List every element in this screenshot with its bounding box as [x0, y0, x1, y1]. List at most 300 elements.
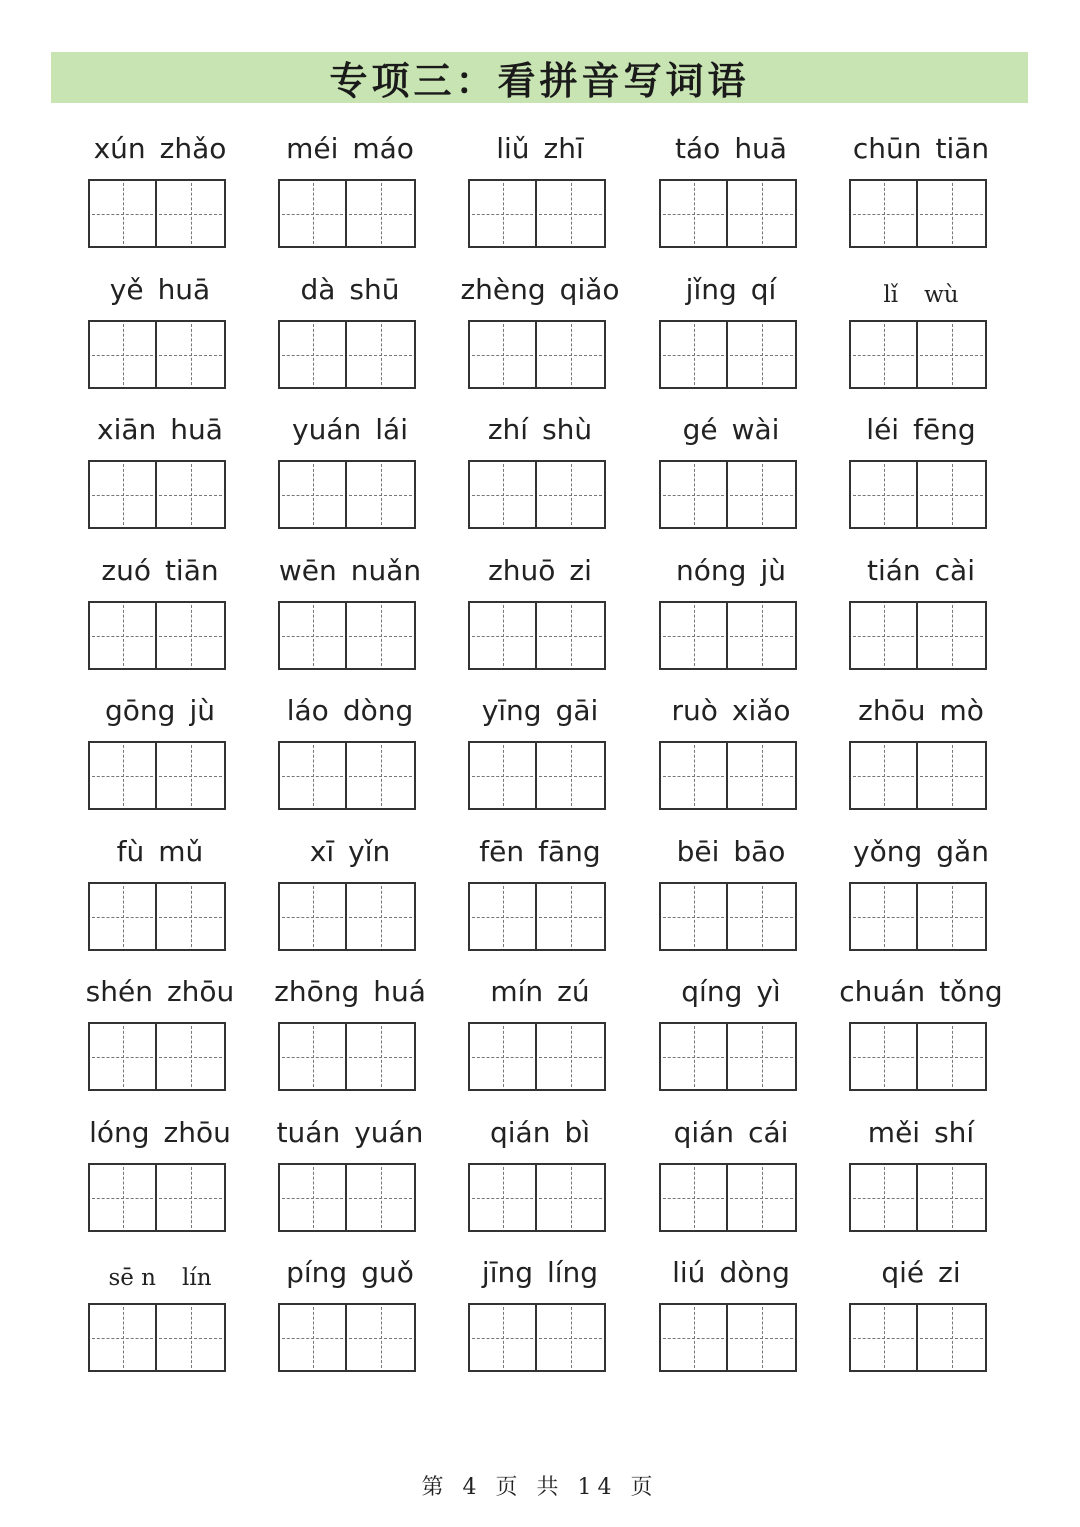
pinyin-syllable: léi — [866, 412, 900, 446]
writing-boxes — [659, 460, 797, 529]
pinyin-syllable: tuán — [276, 1115, 341, 1149]
tianzige-cell[interactable] — [728, 601, 797, 670]
tianzige-cell[interactable] — [728, 882, 797, 951]
writing-boxes — [659, 741, 797, 810]
tianzige-cell[interactable] — [659, 601, 728, 670]
pinyin-syllable: qián — [673, 1115, 735, 1149]
word-item — [65, 409, 255, 529]
pinyin-label — [826, 690, 1016, 730]
writing-boxes — [88, 741, 226, 810]
writing-boxes — [849, 320, 987, 389]
word-item — [65, 128, 255, 248]
tianzige-cell[interactable] — [278, 320, 347, 389]
tianzige-cell[interactable] — [728, 320, 797, 389]
pinyin-syllable: fāng — [538, 834, 601, 868]
pinyin-label — [445, 1112, 635, 1152]
pinyin-syllable: dà — [300, 272, 336, 306]
pinyin-syllable: qián — [489, 1115, 551, 1149]
pinyin-syllable: píng — [286, 1255, 348, 1289]
tianzige-cell[interactable] — [88, 601, 157, 670]
pinyin-syllable: fēn — [479, 834, 525, 868]
pinyin-syllable: huā — [734, 131, 787, 165]
tianzige-cell[interactable] — [278, 1022, 347, 1091]
pinyin-label — [636, 1112, 826, 1152]
tianzige-cell[interactable] — [278, 741, 347, 810]
tianzige-cell[interactable] — [347, 460, 416, 529]
tianzige-cell[interactable] — [88, 179, 157, 248]
tianzige-cell[interactable] — [537, 741, 606, 810]
pinyin-syllable: zhōu — [166, 974, 235, 1008]
tianzige-cell[interactable] — [157, 601, 226, 670]
tianzige-cell[interactable] — [728, 1022, 797, 1091]
pinyin-label — [445, 128, 635, 168]
pinyin-syllable: nuǎn — [350, 553, 422, 587]
pinyin-syllable: shén — [85, 974, 153, 1008]
writing-boxes — [849, 601, 987, 670]
writing-boxes — [278, 460, 416, 529]
tianzige-cell[interactable] — [278, 882, 347, 951]
word-item — [445, 550, 635, 670]
pinyin-syllable: tiān — [164, 553, 219, 587]
writing-boxes — [659, 320, 797, 389]
tianzige-cell[interactable] — [88, 1303, 157, 1372]
tianzige-cell[interactable] — [918, 1303, 987, 1372]
tianzige-cell[interactable] — [849, 320, 918, 389]
word-item — [255, 409, 445, 529]
pinyin-label — [445, 690, 635, 730]
writing-boxes — [659, 1163, 797, 1232]
pinyin-syllable: gāi — [555, 693, 599, 727]
pinyin-syllable: mǔ — [158, 834, 204, 868]
word-item — [636, 550, 826, 670]
tianzige-cell[interactable] — [849, 1163, 918, 1232]
pinyin-syllable: wù — [924, 282, 959, 308]
pinyin-syllable: qiǎo — [559, 272, 620, 306]
pinyin-label — [636, 1252, 826, 1292]
writing-boxes — [659, 179, 797, 248]
tianzige-cell[interactable] — [347, 1163, 416, 1232]
writing-boxes — [468, 882, 606, 951]
tianzige-cell[interactable] — [537, 1022, 606, 1091]
tianzige-cell[interactable] — [849, 882, 918, 951]
tianzige-cell[interactable] — [918, 1022, 987, 1091]
page-title: 专项三：看拼音写词语 — [329, 58, 750, 103]
tianzige-cell[interactable] — [468, 320, 537, 389]
tianzige-cell[interactable] — [347, 1303, 416, 1372]
pinyin-syllable: bì — [564, 1115, 591, 1149]
tianzige-cell[interactable] — [659, 1163, 728, 1232]
tianzige-cell[interactable] — [849, 601, 918, 670]
tianzige-cell[interactable] — [918, 882, 987, 951]
tianzige-cell[interactable] — [157, 741, 226, 810]
word-item — [445, 1112, 635, 1232]
pinyin-syllable: yīng — [481, 693, 542, 727]
tianzige-cell[interactable] — [918, 460, 987, 529]
writing-boxes — [88, 460, 226, 529]
word-item — [445, 831, 635, 951]
pinyin-label — [65, 409, 255, 449]
pinyin-syllable: lín — [182, 1265, 212, 1291]
tianzige-cell[interactable] — [849, 1022, 918, 1091]
pinyin-syllable: dòng — [719, 1255, 790, 1289]
word-item — [826, 971, 1016, 1091]
word-item — [65, 1252, 255, 1372]
writing-boxes — [278, 1022, 416, 1091]
tianzige-cell[interactable] — [537, 882, 606, 951]
pinyin-syllable: lǐ — [883, 282, 899, 308]
pinyin-syllable: bāo — [733, 834, 786, 868]
pinyin-syllable: dòng — [342, 693, 414, 727]
pinyin-label — [636, 971, 826, 1011]
pinyin-syllable: shí — [934, 1115, 975, 1149]
pinyin-syllable: méi — [286, 131, 339, 165]
tianzige-cell[interactable] — [278, 1303, 347, 1372]
pinyin-syllable: tiān — [935, 131, 990, 165]
tianzige-cell[interactable] — [468, 1303, 537, 1372]
pinyin-label — [445, 550, 635, 590]
word-item — [445, 971, 635, 1091]
writing-boxes — [468, 601, 606, 670]
pinyin-label — [636, 831, 826, 871]
pinyin-syllable: xī — [309, 834, 335, 868]
tianzige-cell[interactable] — [468, 741, 537, 810]
pinyin-syllable: shù — [542, 412, 593, 446]
writing-boxes — [278, 1163, 416, 1232]
pinyin-syllable: táo — [675, 131, 721, 165]
pinyin-label — [445, 409, 635, 449]
pinyin-label — [445, 269, 635, 309]
tianzige-cell[interactable] — [728, 179, 797, 248]
tianzige-cell[interactable] — [157, 1163, 226, 1232]
pinyin-label — [65, 269, 255, 309]
tianzige-cell[interactable] — [849, 1303, 918, 1372]
tianzige-cell[interactable] — [347, 320, 416, 389]
writing-boxes — [468, 460, 606, 529]
tianzige-cell[interactable] — [537, 460, 606, 529]
writing-boxes — [88, 882, 226, 951]
pinyin-syllable: yuán — [292, 412, 362, 446]
word-item — [826, 831, 1016, 951]
writing-boxes — [849, 179, 987, 248]
tianzige-cell[interactable] — [88, 460, 157, 529]
pinyin-syllable: huā — [170, 412, 223, 446]
pinyin-label — [826, 550, 1016, 590]
word-item — [65, 831, 255, 951]
tianzige-cell[interactable] — [918, 320, 987, 389]
tianzige-cell[interactable] — [849, 179, 918, 248]
word-item — [255, 1112, 445, 1232]
pinyin-syllable: lóng — [89, 1115, 150, 1149]
word-item — [826, 690, 1016, 810]
pinyin-label — [826, 1252, 1016, 1292]
word-item — [65, 1112, 255, 1232]
tianzige-cell[interactable] — [88, 1163, 157, 1232]
tianzige-cell[interactable] — [659, 741, 728, 810]
writing-boxes — [278, 320, 416, 389]
pinyin-label — [826, 1112, 1016, 1152]
tianzige-cell[interactable] — [347, 1022, 416, 1091]
pinyin-label — [65, 690, 255, 730]
pinyin-label — [65, 831, 255, 871]
word-item — [826, 409, 1016, 529]
tianzige-cell[interactable] — [849, 741, 918, 810]
writing-boxes — [88, 1303, 226, 1372]
pinyin-syllable: jǐng — [685, 272, 737, 306]
pinyin-syllable: mò — [939, 693, 984, 727]
tianzige-cell[interactable] — [157, 460, 226, 529]
word-item — [445, 269, 635, 389]
pinyin-syllable: jù — [189, 693, 215, 727]
tianzige-cell[interactable] — [468, 179, 537, 248]
writing-boxes — [659, 601, 797, 670]
pinyin-syllable: fù — [116, 834, 145, 868]
pinyin-syllable: fēng — [913, 412, 976, 446]
word-item — [826, 128, 1016, 248]
word-item — [255, 971, 445, 1091]
pinyin-label — [826, 409, 1016, 449]
writing-boxes — [849, 882, 987, 951]
word-item — [636, 831, 826, 951]
pinyin-label — [65, 550, 255, 590]
pinyin-syllable: máo — [352, 131, 414, 165]
word-item — [255, 550, 445, 670]
tianzige-cell[interactable] — [659, 460, 728, 529]
writing-boxes — [659, 1303, 797, 1372]
tianzige-cell[interactable] — [537, 1303, 606, 1372]
tianzige-cell[interactable] — [728, 741, 797, 810]
pinyin-syllable: huā — [157, 272, 211, 306]
pinyin-syllable: yì — [756, 974, 781, 1008]
pinyin-label — [255, 550, 445, 590]
pinyin-syllable: zhōu — [163, 1115, 231, 1149]
tianzige-cell[interactable] — [347, 882, 416, 951]
pinyin-syllable: yě — [109, 272, 144, 306]
writing-boxes — [849, 741, 987, 810]
tianzige-cell[interactable] — [728, 460, 797, 529]
tianzige-cell[interactable] — [278, 179, 347, 248]
pinyin-syllable: gǎn — [936, 834, 989, 868]
tianzige-cell[interactable] — [88, 741, 157, 810]
pinyin-syllable: tǒng — [939, 974, 1003, 1008]
pinyin-syllable: yuán — [354, 1115, 424, 1149]
pinyin-syllable: láo — [286, 693, 329, 727]
tianzige-cell[interactable] — [468, 601, 537, 670]
word-item — [636, 128, 826, 248]
tianzige-cell[interactable] — [659, 1303, 728, 1372]
pinyin-label — [255, 128, 445, 168]
tianzige-cell[interactable] — [157, 320, 226, 389]
pinyin-syllable: chūn — [852, 131, 922, 165]
tianzige-cell[interactable] — [278, 601, 347, 670]
tianzige-cell[interactable] — [157, 1303, 226, 1372]
word-item — [445, 128, 635, 248]
tianzige-cell[interactable] — [347, 741, 416, 810]
word-item — [826, 269, 1016, 389]
tianzige-cell[interactable] — [659, 179, 728, 248]
pinyin-syllable: zhǎo — [159, 131, 227, 165]
tianzige-cell[interactable] — [918, 741, 987, 810]
pinyin-syllable: měi — [867, 1115, 921, 1149]
writing-boxes — [278, 741, 416, 810]
writing-boxes — [88, 179, 226, 248]
pinyin-label — [826, 275, 1016, 315]
writing-boxes — [468, 741, 606, 810]
tianzige-cell[interactable] — [537, 601, 606, 670]
word-item — [255, 269, 445, 389]
pinyin-label — [636, 269, 826, 309]
pinyin-syllable: lái — [375, 412, 408, 446]
tianzige-cell[interactable] — [88, 320, 157, 389]
writing-boxes — [468, 1022, 606, 1091]
pinyin-syllable: wài — [731, 412, 780, 446]
tianzige-cell[interactable] — [468, 1163, 537, 1232]
writing-boxes — [278, 601, 416, 670]
pinyin-syllable: xiān — [97, 412, 157, 446]
pinyin-syllable: xún — [93, 131, 146, 165]
tianzige-cell[interactable] — [468, 460, 537, 529]
pinyin-syllable: zhèng — [460, 272, 546, 306]
tianzige-cell[interactable] — [918, 179, 987, 248]
pinyin-label — [65, 1112, 255, 1152]
tianzige-cell[interactable] — [659, 320, 728, 389]
pinyin-syllable: zi — [938, 1255, 961, 1289]
word-item — [826, 1252, 1016, 1372]
tianzige-cell[interactable] — [849, 460, 918, 529]
tianzige-cell[interactable] — [537, 179, 606, 248]
pinyin-label — [255, 409, 445, 449]
word-item — [255, 128, 445, 248]
pinyin-syllable: cài — [934, 553, 975, 587]
tianzige-cell[interactable] — [157, 179, 226, 248]
pinyin-syllable: zhí — [487, 412, 529, 446]
word-item — [65, 971, 255, 1091]
pinyin-label — [636, 690, 826, 730]
pinyin-label — [65, 128, 255, 168]
writing-boxes — [278, 179, 416, 248]
pinyin-syllable: zi — [569, 553, 592, 587]
tianzige-cell[interactable] — [918, 1163, 987, 1232]
pinyin-syllable: bēi — [676, 834, 720, 868]
pinyin-label — [255, 269, 445, 309]
pinyin-syllable: qíng — [681, 974, 743, 1008]
tianzige-cell[interactable] — [157, 1022, 226, 1091]
pinyin-syllable: guǒ — [361, 1255, 414, 1289]
pinyin-syllable: yǐn — [348, 834, 391, 868]
writing-boxes — [468, 1163, 606, 1232]
pinyin-syllable: zuó — [101, 553, 151, 587]
pinyin-label — [445, 971, 635, 1011]
tianzige-cell[interactable] — [659, 1022, 728, 1091]
pinyin-label — [255, 831, 445, 871]
pinyin-label — [255, 971, 445, 1011]
pinyin-label — [826, 831, 1016, 871]
pinyin-label — [255, 1252, 445, 1292]
word-item — [255, 1252, 445, 1372]
word-item — [65, 690, 255, 810]
tianzige-cell[interactable] — [278, 460, 347, 529]
tianzige-cell[interactable] — [278, 1163, 347, 1232]
tianzige-cell[interactable] — [88, 1022, 157, 1091]
pinyin-label — [826, 971, 1016, 1011]
pinyin-syllable: huá — [373, 974, 426, 1008]
pinyin-label — [826, 128, 1016, 168]
pinyin-syllable: wēn — [278, 553, 337, 587]
writing-boxes — [468, 320, 606, 389]
writing-boxes — [659, 882, 797, 951]
word-item — [445, 409, 635, 529]
tianzige-cell[interactable] — [728, 1163, 797, 1232]
writing-boxes — [849, 460, 987, 529]
pinyin-syllable: sē n — [108, 1265, 156, 1291]
pinyin-syllable: qí — [750, 272, 777, 306]
word-item — [65, 550, 255, 670]
word-item — [255, 831, 445, 951]
pinyin-syllable: zhī — [543, 131, 584, 165]
writing-boxes — [468, 179, 606, 248]
pinyin-syllable: ruò — [671, 693, 718, 727]
writing-boxes — [88, 1022, 226, 1091]
tianzige-cell[interactable] — [918, 601, 987, 670]
pinyin-syllable: xiǎo — [731, 693, 791, 727]
pinyin-label — [445, 1252, 635, 1292]
pinyin-syllable: yǒng — [853, 834, 923, 868]
pinyin-syllable: líng — [547, 1255, 599, 1289]
tianzige-cell[interactable] — [468, 1022, 537, 1091]
tianzige-cell[interactable] — [537, 1163, 606, 1232]
pinyin-syllable: jù — [760, 553, 786, 587]
pinyin-label — [636, 409, 826, 449]
tianzige-cell[interactable] — [347, 601, 416, 670]
word-item — [636, 1252, 826, 1372]
writing-boxes — [278, 882, 416, 951]
pinyin-syllable: qié — [881, 1255, 925, 1289]
word-item — [445, 1252, 635, 1372]
tianzige-cell[interactable] — [728, 1303, 797, 1372]
word-item — [65, 269, 255, 389]
pinyin-label — [445, 831, 635, 871]
pinyin-label — [65, 971, 255, 1011]
pinyin-syllable: chuán — [839, 974, 926, 1008]
writing-boxes — [88, 1163, 226, 1232]
word-item — [826, 1112, 1016, 1232]
word-item — [255, 690, 445, 810]
tianzige-cell[interactable] — [537, 320, 606, 389]
pinyin-syllable: zhuō — [488, 553, 556, 587]
tianzige-cell[interactable] — [468, 882, 537, 951]
writing-boxes — [659, 1022, 797, 1091]
pinyin-syllable: mín — [490, 974, 544, 1008]
writing-boxes — [849, 1163, 987, 1232]
pinyin-label — [255, 690, 445, 730]
word-item — [636, 971, 826, 1091]
pinyin-syllable: gé — [682, 412, 718, 446]
pinyin-label — [255, 1112, 445, 1152]
writing-boxes — [468, 1303, 606, 1372]
tianzige-cell[interactable] — [659, 882, 728, 951]
tianzige-cell[interactable] — [88, 882, 157, 951]
pinyin-label — [636, 128, 826, 168]
tianzige-cell[interactable] — [347, 179, 416, 248]
word-item — [636, 1112, 826, 1232]
pinyin-syllable: tián — [866, 553, 921, 587]
page-footer: 第 4 页 共 14 页 — [421, 1475, 659, 1500]
pinyin-syllable: zhōu — [858, 693, 926, 727]
word-item — [445, 690, 635, 810]
pinyin-label — [636, 550, 826, 590]
word-item — [636, 409, 826, 529]
tianzige-cell[interactable] — [157, 882, 226, 951]
pinyin-syllable: gōng — [105, 693, 176, 727]
